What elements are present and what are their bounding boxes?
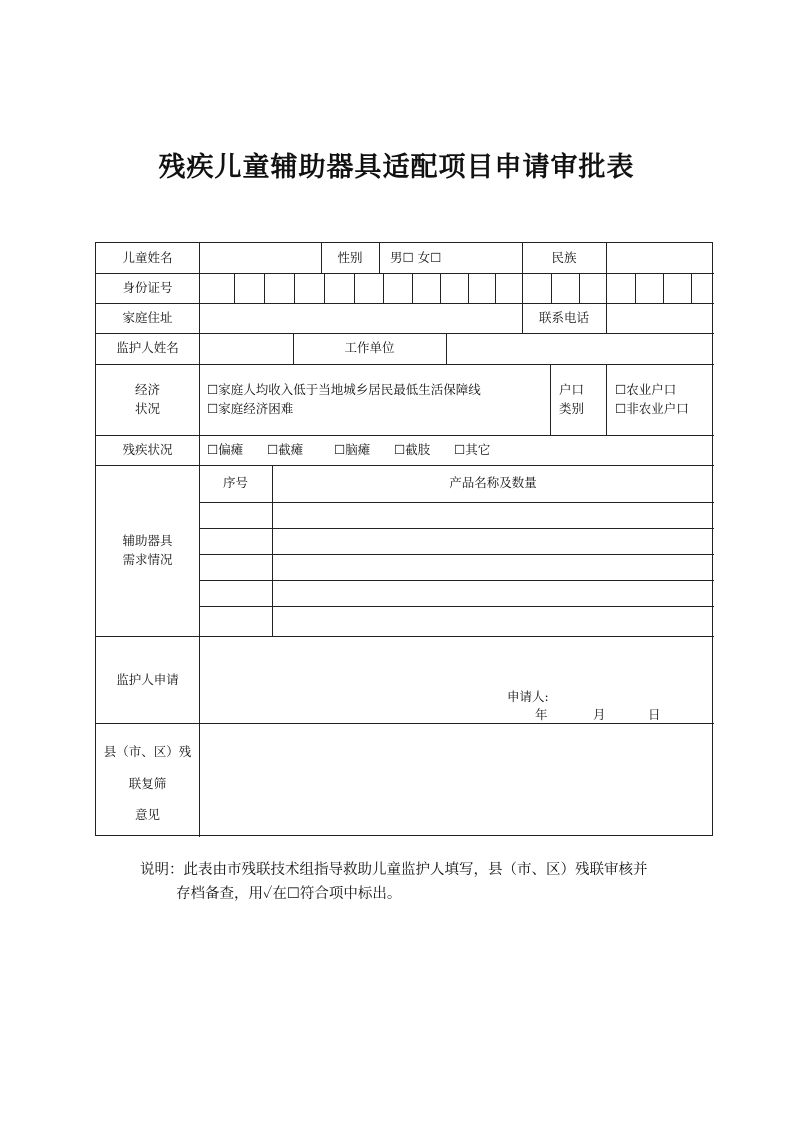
disability-option-amputation[interactable]: ☐截肢 [394, 442, 431, 457]
seq-header: 序号 [222, 475, 248, 490]
gender-label: 性别 [337, 250, 363, 265]
device-needs-label-1: 辅助器具 [122, 533, 173, 548]
hukou-label-1: 户口 [559, 382, 585, 397]
disability-option-paraplegia[interactable]: ☐截瘫 [267, 442, 304, 457]
economy-option-low-income[interactable]: ☐家庭人均收入低于当地城乡居民最低生活保障线 [207, 382, 481, 397]
phone-label: 联系电话 [538, 310, 589, 325]
hukou-option-agricultural[interactable]: ☐农业户口 [615, 382, 677, 397]
disability-option-cerebral-palsy[interactable]: ☐脑瘫 [334, 442, 371, 457]
guardian-apply-label: 监护人申请 [116, 672, 179, 687]
disability-option-other[interactable]: ☐其它 [454, 442, 491, 457]
child-name-label: 儿童姓名 [122, 250, 173, 265]
address-label: 家庭住址 [122, 310, 173, 325]
note-line-1: 说明：此表由市残联技术组指导救助儿童监护人填写，县（市、区）残联审核并 [140, 862, 648, 878]
application-form-table [95, 242, 713, 836]
month-label: 月 [593, 707, 606, 722]
hukou-option-non-agricultural[interactable]: ☐非农业户口 [615, 401, 689, 416]
review-label-1: 县（市、区）残 [103, 744, 192, 759]
device-needs-label-2: 需求情况 [122, 552, 173, 567]
applicant-label: 申请人: [507, 689, 549, 704]
hukou-label-2: 类别 [559, 401, 585, 416]
review-label-2: 联复筛 [128, 776, 167, 791]
day-label: 日 [648, 707, 661, 722]
note-line-2: 存档备查，用✓在☐符合项中标出。 [176, 886, 402, 902]
note [140, 858, 700, 906]
year-label: 年 [535, 707, 548, 722]
economy-option-hardship[interactable]: ☐家庭经济困难 [207, 401, 294, 416]
page-title: 残疾儿童辅助器具适配项目申请审批表 [158, 152, 635, 183]
ethnicity-label: 民族 [551, 250, 577, 265]
economy-label-1: 经济 [134, 382, 160, 397]
id-number-label: 身份证号 [122, 280, 173, 295]
gender-options[interactable]: 男☐ 女☐ [390, 250, 442, 265]
work-unit-label: 工作单位 [344, 340, 395, 355]
disability-option-hemiplegia[interactable]: ☐偏瘫 [207, 442, 244, 457]
guardian-name-label: 监护人姓名 [116, 340, 179, 355]
disability-label: 残疾状况 [122, 442, 173, 457]
economy-label-2: 状况 [134, 401, 160, 416]
product-header: 产品名称及数量 [449, 475, 537, 490]
review-label-3: 意见 [134, 807, 160, 822]
